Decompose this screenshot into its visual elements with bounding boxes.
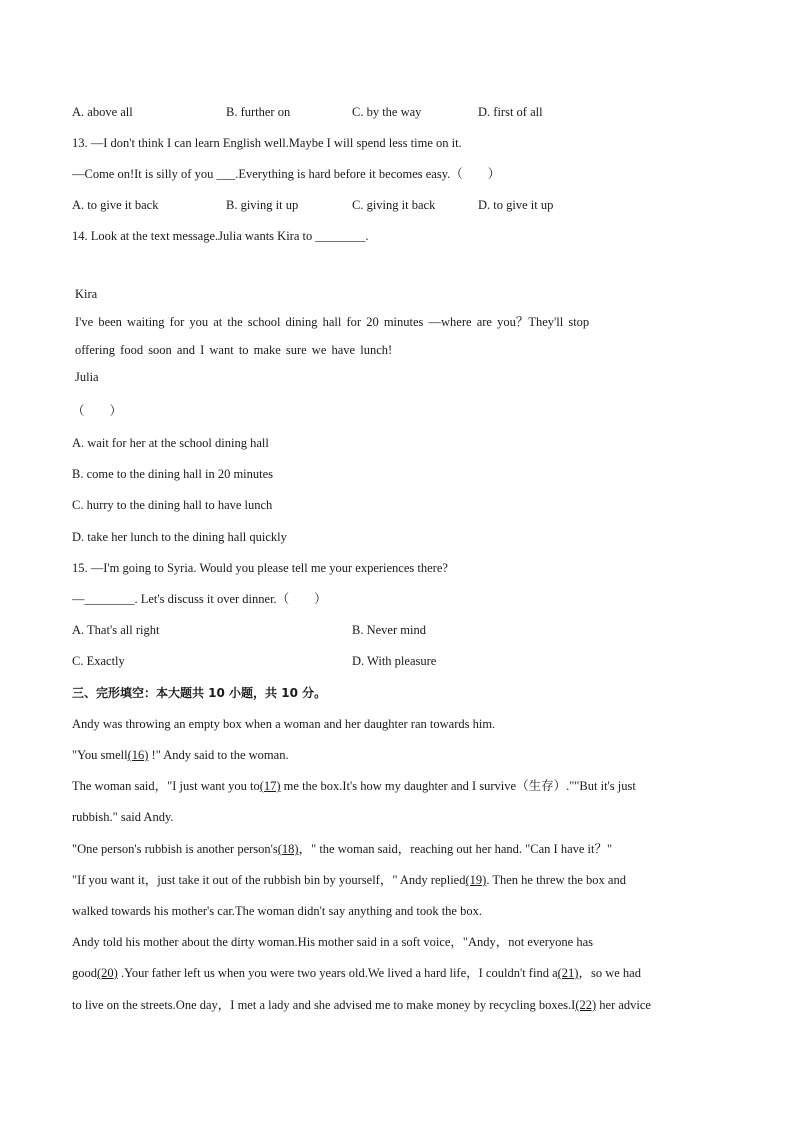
blank-17: (17)	[259, 779, 281, 793]
q12-option-d: D. first of all	[478, 105, 543, 119]
q15-stem-1: 15. —I'm going to Syria. Would you please tell me your experiences there?	[72, 561, 448, 575]
blank-21: (21)	[557, 966, 579, 980]
passage-text: .Your father left us when you were two years old.We lived a hard life，I couldn't find a	[117, 966, 558, 980]
blank-19: (19)	[465, 873, 487, 887]
q15-options-row-1	[72, 622, 722, 638]
passage-line-4: rubbish." said Andy.	[72, 810, 174, 824]
q14-stem: 14. Look at the text message.Julia wants Kira to ________.	[72, 229, 369, 243]
q12-option-a: A. above all	[72, 105, 133, 119]
text-message-sender: Julia	[75, 370, 99, 384]
q15-option-b: B. Never mind	[352, 623, 426, 637]
passage-line-5	[72, 841, 612, 857]
blank-16: (16)	[127, 748, 149, 762]
passage-line-6	[72, 872, 626, 888]
passage-line-9	[72, 965, 641, 981]
q12-option-c: C. by the way	[352, 105, 422, 119]
passage-line-8: Andy told his mother about the dirty woman.His mother said in a soft voice，"Andy，not everyone has	[72, 935, 593, 949]
passage-text: "If you want it，just take it out of the rubbish bin by yourself，" Andy replied	[72, 873, 466, 887]
passage-line-3	[72, 778, 636, 794]
passage-text: me the box.It's how my daughter and I survive（生存）.""But it's just	[280, 779, 636, 793]
q12-option-b: B. further on	[226, 105, 291, 119]
blank-22: (22)	[575, 998, 597, 1012]
text-message-recipient: Kira	[75, 287, 98, 301]
q14-option-c: C. hurry to the dining hall to have lunch	[72, 498, 273, 512]
q13-stem-1: 13. —I don't think I can learn English well.Maybe I will spend less time on it.	[72, 136, 462, 150]
q14-option-d: D. take her lunch to the dining hall quickly	[72, 530, 287, 544]
passage-text: The woman said，"I just want you to	[72, 779, 260, 793]
blank-20: (20)	[97, 966, 118, 980]
passage-line-1: Andy was throwing an empty box when a woman and her daughter ran towards him.	[72, 717, 496, 731]
passage-text: . Then he threw the box and	[486, 873, 626, 887]
q15-option-a: A. That's all right	[72, 623, 160, 637]
q15-stem-2: —________. Let's discuss it over dinner.（ ）	[72, 592, 327, 606]
passage-text: to live on the streets.One day，I met a lady and she advised me to make money by recycling boxes.I	[72, 998, 576, 1012]
passage-text: ，" the woman said，reaching out her hand. "Can I have it？"	[298, 842, 613, 856]
q13-stem-2: —Come on!It is silly of you ___.Everything is hard before it becomes easy.（ ）	[72, 167, 501, 181]
q13-options	[72, 197, 722, 213]
q13-option-a: A. to give it back	[72, 198, 159, 212]
text-message-line-1: I've been waiting for you at the school dining hall for 20 minutes —where are you？They'll stop	[75, 315, 590, 329]
passage-line-10	[72, 997, 651, 1013]
passage-line-7: walked towards his mother's car.The woman didn't say anything and took the box.	[72, 904, 482, 918]
section-heading: 三、完形填空：本大题共 10 小题，共 10 分。	[72, 686, 327, 700]
q13-option-b: B. giving it up	[226, 198, 299, 212]
q15-option-c: C. Exactly	[72, 654, 125, 668]
blank-18: (18)	[277, 842, 299, 856]
passage-text: "You smell	[72, 748, 128, 762]
passage-text: !" Andy said to the woman.	[148, 748, 289, 762]
q15-option-d: D. With pleasure	[352, 654, 437, 668]
passage-text: good	[72, 966, 97, 980]
q14-option-b: B. come to the dining hall in 20 minutes	[72, 467, 274, 481]
passage-text: ，so we had	[578, 966, 641, 980]
passage-text: her advice	[596, 998, 651, 1012]
q12-options	[72, 104, 722, 120]
q15-options-row-2	[72, 653, 722, 669]
passage-line-2	[72, 747, 289, 763]
q14-answer-blank: （ ）	[72, 404, 123, 418]
text-message-line-2: offering food soon and I want to make sure we have lunch!	[75, 343, 393, 357]
q14-option-a: A. wait for her at the school dining hall	[72, 436, 269, 450]
q13-option-d: D. to give it up	[478, 198, 554, 212]
q13-option-c: C. giving it back	[352, 198, 436, 212]
passage-text: "One person's rubbish is another person's	[72, 842, 278, 856]
